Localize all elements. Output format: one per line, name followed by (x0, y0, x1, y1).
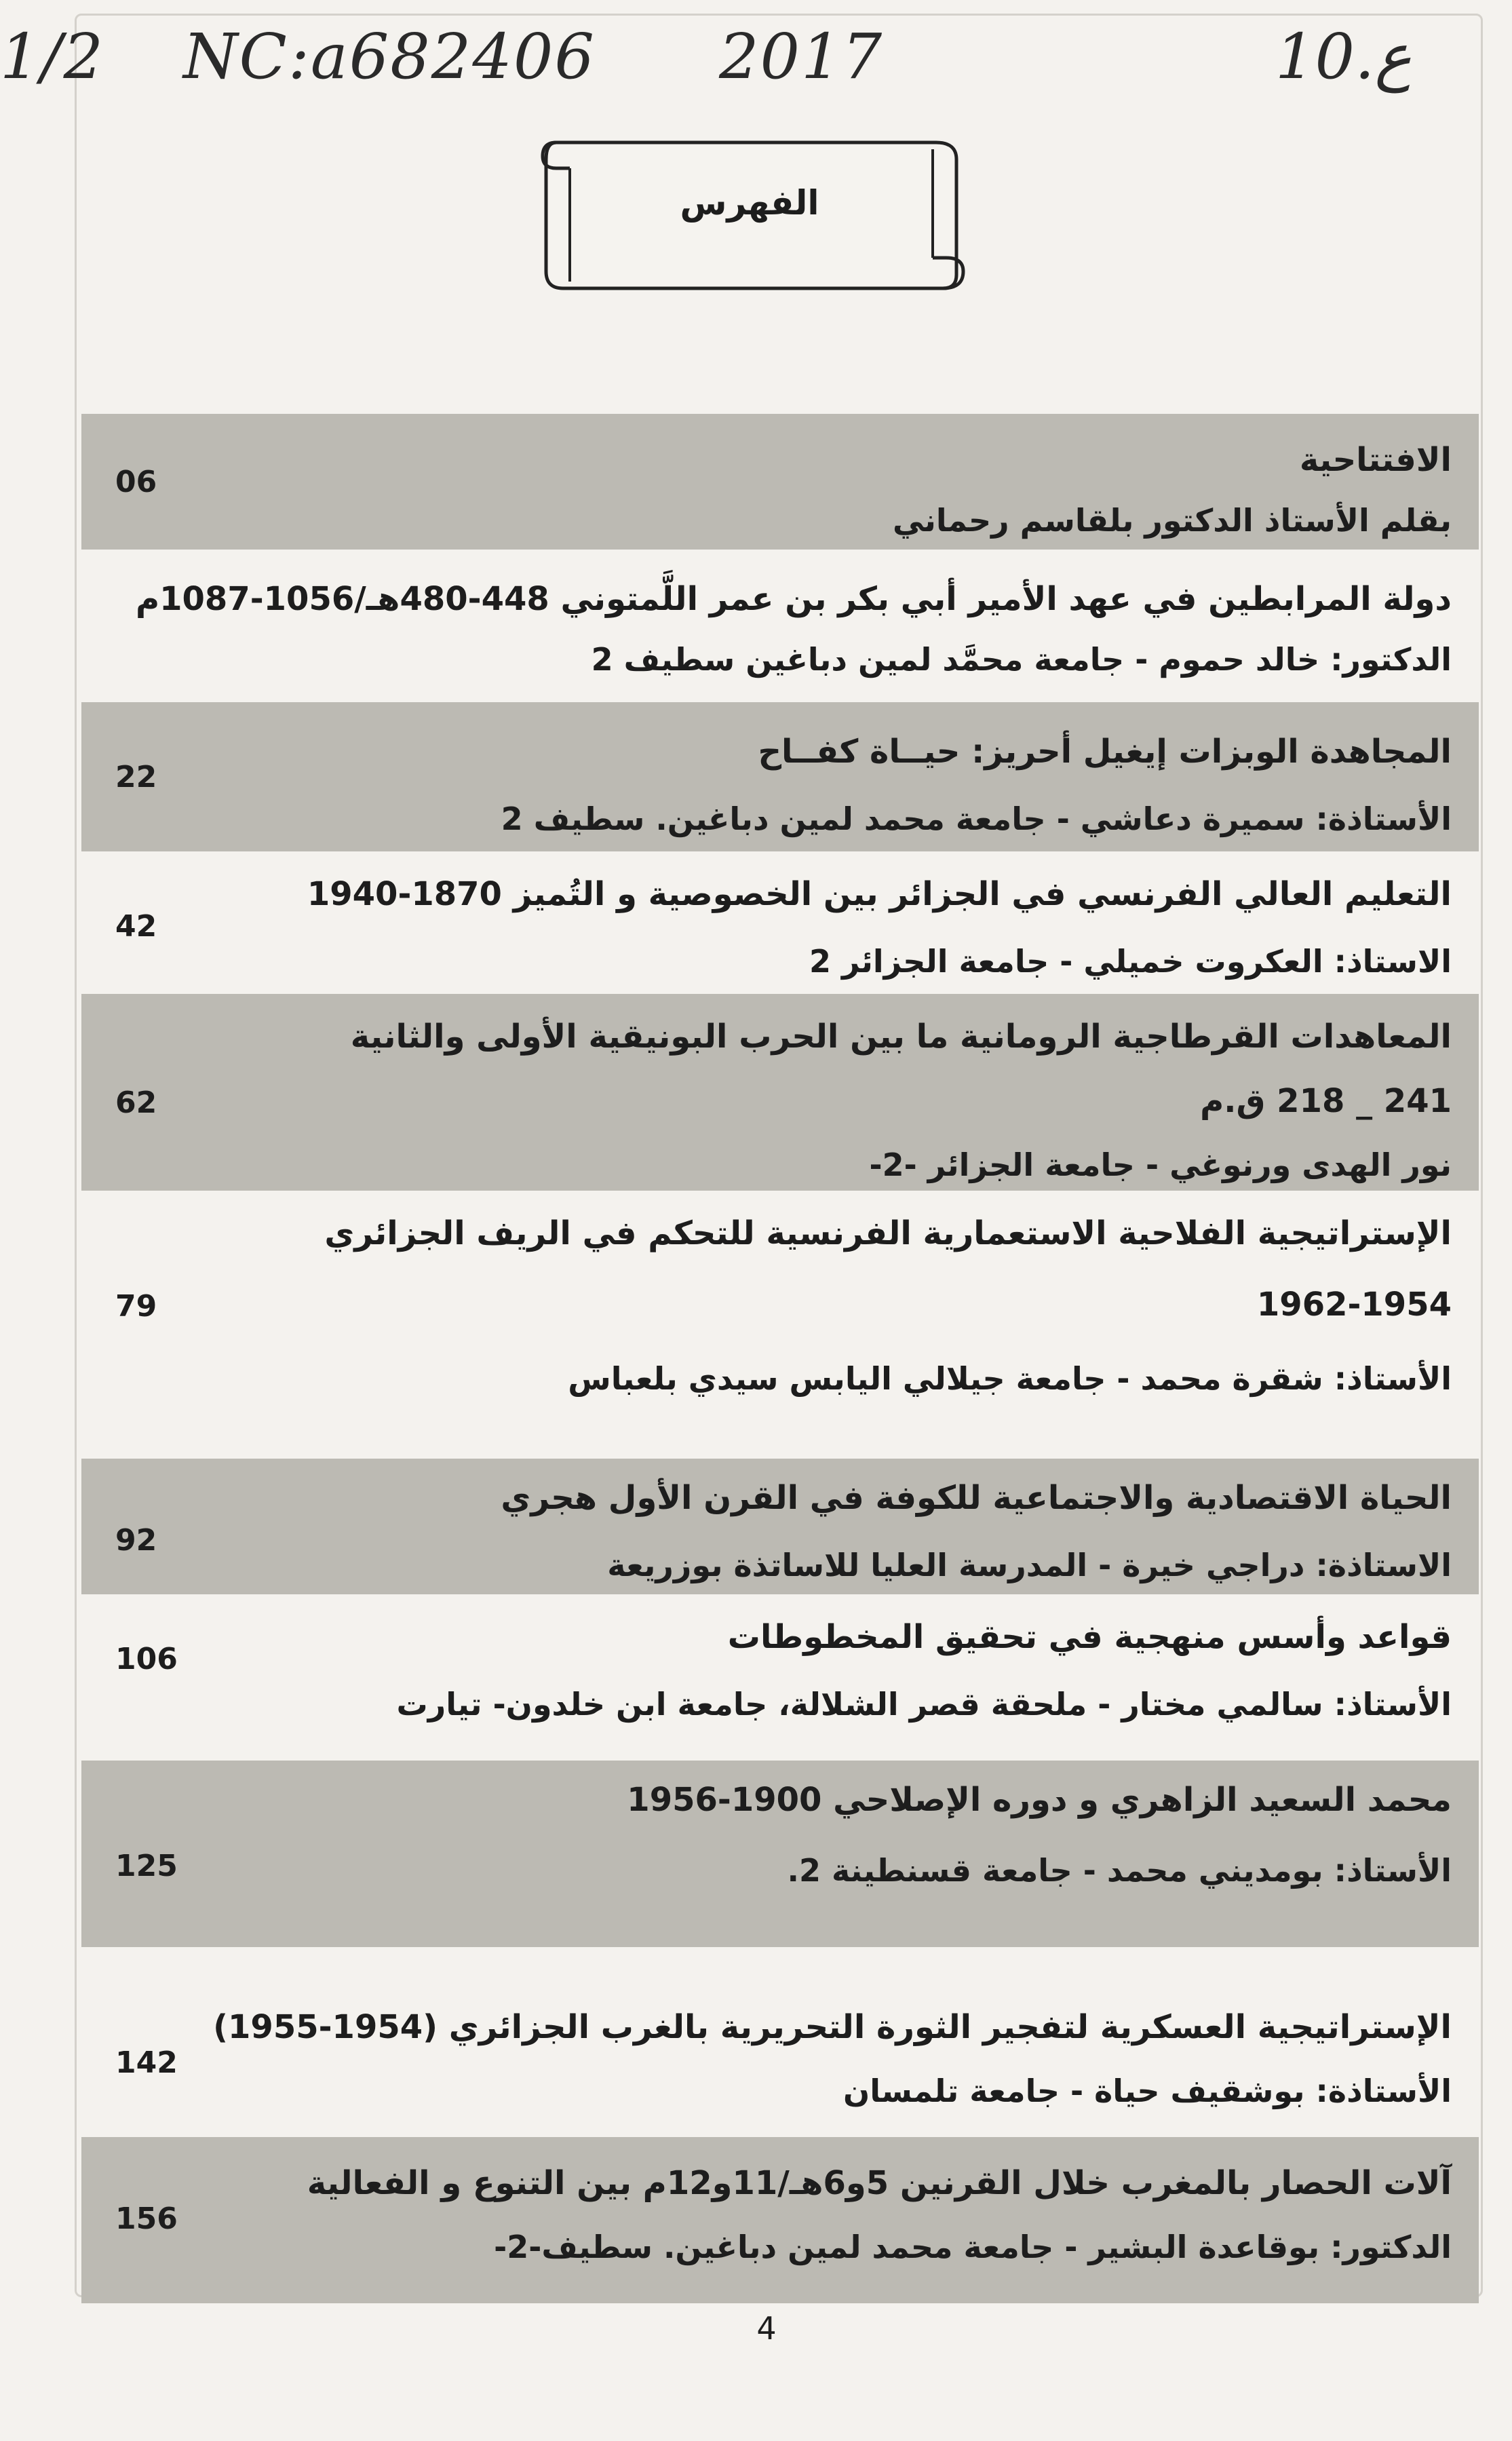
entry-author: نور الهدى ورنوغي - جامعة الجزائر -2- (869, 1147, 1452, 1183)
entry-title: الإستراتيجية الفلاحية الاستعمارية الفرنسية للتحكم في الريف الجزائري (324, 1214, 1452, 1252)
handwritten-issue-mark: ع.10 (1275, 20, 1412, 93)
entry-page-number: 142 (115, 2045, 178, 2080)
entry-author: الأستاذ: شقرة محمد - جامعة جيلالي اليابس سيدي بلعباس (568, 1360, 1452, 1397)
toc-entry[interactable] (81, 2137, 1479, 2303)
entry-page-number: 42 (115, 909, 157, 944)
toc-entry[interactable] (81, 1761, 1479, 1947)
entry-page-number: 92 (115, 1523, 157, 1558)
entry-title: محمد السعيد الزاهري و دوره الإصلاحي 1900-1956 (627, 1781, 1452, 1819)
toc-entry[interactable] (81, 1191, 1479, 1408)
toc-entry[interactable] (81, 1594, 1479, 1737)
entry-page-number: 79 (115, 1289, 157, 1324)
entry-title: الحياة الاقتصادية والاجتماعية للكوفة في القرن الأول هجري (501, 1479, 1452, 1517)
entry-page-number: 62 (115, 1085, 157, 1120)
entry-title: دولة المرابطين في عهد الأمير أبي بكر بن عمر اللَّمتوني 448-480هـ/1056-1087م (135, 580, 1452, 618)
entry-page-number: 106 (115, 1642, 178, 1676)
toc-entry[interactable] (81, 702, 1479, 851)
entry-author: الأستاذ: سالمي مختار - ملحقة قصر الشلالة، جامعة ابن خلدون- تيارت (396, 1686, 1452, 1723)
toc-entry[interactable] (81, 550, 1479, 685)
entry-author: الأستاذة: بوشقيف حياة - جامعة تلمسان (843, 2073, 1452, 2109)
toc-entry[interactable] (81, 414, 1479, 550)
entry-title: آلات الحصار بالمغرب خلال القرنين 5و6هـ/11و12م بين التنوع و الفعالية (307, 2164, 1452, 2202)
entry-title-continued: 241 _ 218 ق.م (1200, 1082, 1452, 1120)
entry-title: الافتتاحية (1299, 441, 1452, 479)
handwritten-call-number: NC:a682406 (183, 20, 596, 93)
entry-page-number: 22 (115, 760, 157, 794)
entry-author: الاستاذ: العكروت خميلي - جامعة الجزائر 2 (809, 943, 1452, 980)
toc-entry[interactable] (81, 1459, 1479, 1594)
handwritten-left-mark: 1/2 (0, 20, 105, 93)
entry-author: الأستاذة: سميرة دعاشي - جامعة محمد لمين دباغين. سطيف 2 (501, 801, 1452, 837)
toc-entry[interactable] (81, 1981, 1479, 2137)
entry-page-number: 125 (115, 1849, 178, 1883)
title-scroll-banner (529, 129, 970, 299)
toc-entry[interactable] (81, 994, 1479, 1191)
entry-title: قواعد وأسس منهجية في تحقيق المخطوطات (727, 1618, 1452, 1656)
entry-author: الدكتور: خالد حموم - جامعة محمَّد لمين دباغين سطيف 2 (591, 641, 1452, 678)
entry-title-continued: 1962-1954 (1256, 1286, 1452, 1324)
entry-title: الإستراتيجية العسكرية لتفجير الثورة التحريرية بالغرب الجزائري (1954-1955) (213, 2008, 1452, 2046)
entry-page-number: 06 (115, 465, 157, 499)
toc-entry[interactable] (81, 851, 1479, 994)
entry-title: المجاهدة الوبزات إيغيل أحريز: حيــاة كفــاح (758, 733, 1452, 771)
entry-title: التعليم العالي الفرنسي في الجزائر بين الخصوصية و التُميز 1870-1940 (307, 875, 1452, 913)
entry-author: الاستاذة: دراجي خيرة - المدرسة العليا للاساتذة بوزريعة (607, 1547, 1452, 1583)
handwritten-year: 2017 (719, 20, 884, 93)
entry-author: بقلم الأستاذ الدكتور بلقاسم رحماني (893, 502, 1452, 539)
entry-page-number: 156 (115, 2202, 178, 2236)
entry-author: الأستاذ: بومديني محمد - جامعة قسنطينة 2. (787, 1852, 1452, 1889)
page-number: 4 (756, 2310, 777, 2347)
entry-author: الدكتور: بوقاعدة البشير - جامعة محمد لمين دباغين. سطيف-2- (494, 2229, 1452, 2265)
page-title: الفهرس (680, 183, 819, 223)
entry-title: المعاهدات القرطاجية الرومانية ما بين الحرب البونيقية الأولى والثانية (350, 1018, 1452, 1056)
